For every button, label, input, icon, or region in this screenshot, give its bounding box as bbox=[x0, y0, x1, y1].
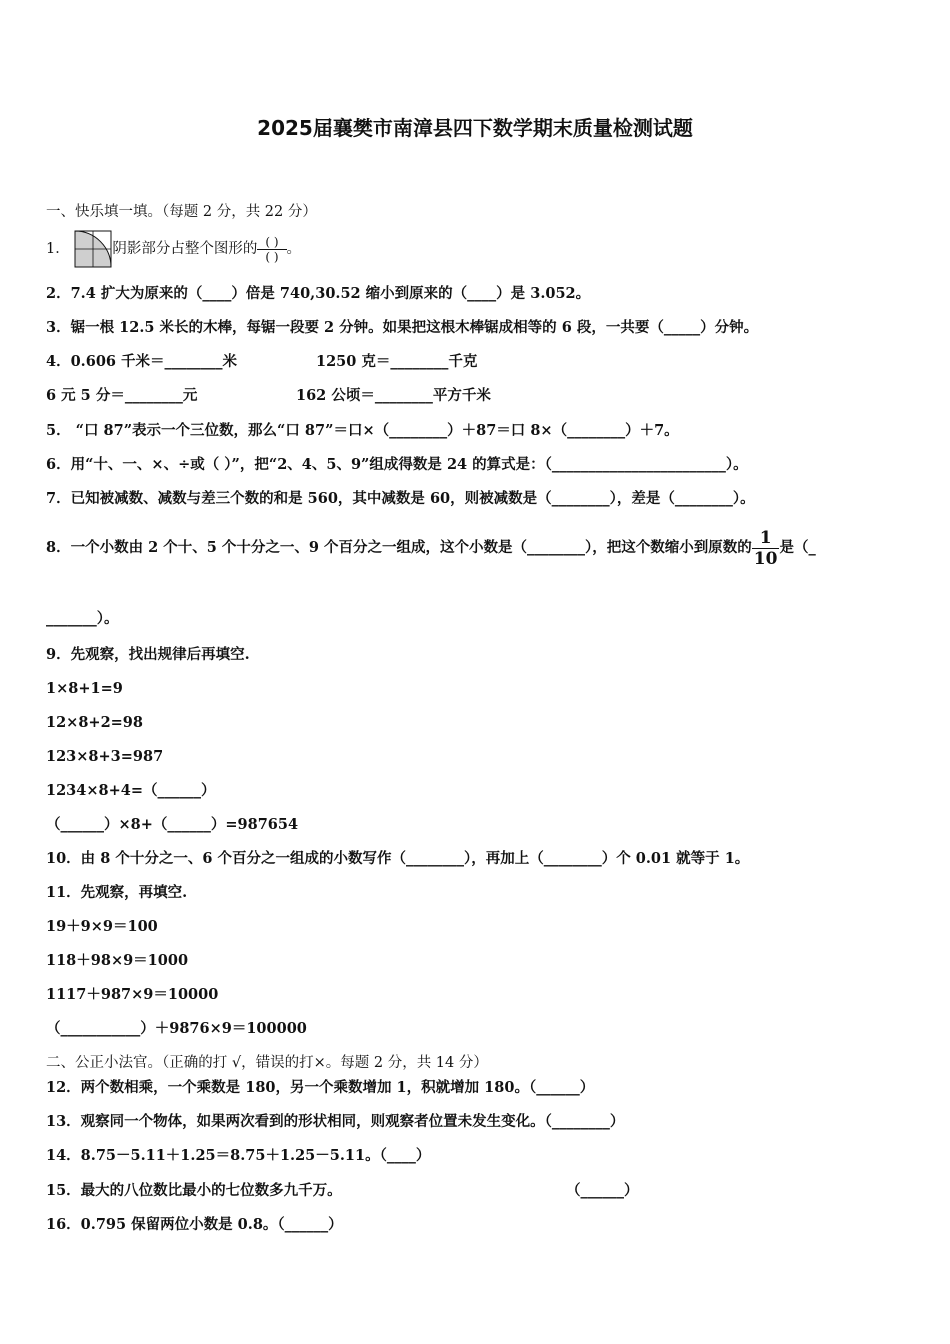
question-9-line-3: 123×8+3=987 bbox=[46, 748, 164, 765]
quarter-circle-shaded-square-figure bbox=[74, 230, 112, 268]
question-4-part-d: 162 公顷＝________平方千米 bbox=[296, 387, 491, 404]
question-5: 5． “口 87”表示一个三位数，那么“口 87”＝口×（________）＋87＝口 8×（________）＋7。 bbox=[46, 422, 679, 439]
question-8-end: 是（_ bbox=[779, 539, 816, 556]
question-11-line-4: （___________）＋9876×9＝100000 bbox=[46, 1020, 307, 1037]
question-11-line-1: 19＋9×9＝100 bbox=[46, 918, 158, 935]
question-13: 13．观察同一个物体，如果两次看到的形状相同，则观察者位置未发生变化。（________） bbox=[46, 1113, 625, 1130]
question-9-line-2: 12×8+2=98 bbox=[46, 714, 143, 731]
question-11: 11．先观察，再填空. bbox=[46, 884, 188, 901]
question-8-fraction bbox=[752, 528, 780, 569]
question-4-part-a: 4．0.606 千米＝________米 bbox=[46, 353, 238, 370]
question-7: 7．已知被减数、减数与差三个数的和是 560，其中减数是 60，则被减数是（________），差是（________）。 bbox=[46, 490, 755, 507]
question-3: 3．锯一根 12.5 米长的木棒，每锯一段要 2 分钟。如果把这根木棒锯成相等的 6 段，一共要（_____）分钟。 bbox=[46, 319, 759, 336]
question-9-line-5: （______）×8+（______）=987654 bbox=[46, 816, 299, 833]
question-1-end: 。 bbox=[286, 241, 302, 257]
section-2-heading: 二、公正小法官。（正确的打 √，错误的打×。每题 2 分，共 14 分） bbox=[46, 1055, 488, 1071]
question-1-fraction bbox=[257, 235, 286, 264]
question-9-line-1: 1×8+1=9 bbox=[46, 680, 123, 697]
question-1-number: 1． bbox=[46, 241, 70, 257]
question-9-line-4: 1234×8+4=（______） bbox=[46, 782, 216, 799]
question-8-continued: _______）。 bbox=[46, 610, 119, 627]
question-15-answer-blank: （______） bbox=[566, 1182, 639, 1199]
fraction-denominator: 10 bbox=[753, 548, 778, 569]
question-8 bbox=[46, 526, 816, 570]
question-14: 14．8.75－5.11＋1.25＝8.75＋1.25－5.11。（____） bbox=[46, 1147, 431, 1164]
question-10: 10．由 8 个十分之一、6 个百分之一组成的小数写作（________），再加上（________）个 0.01 就等于 1。 bbox=[46, 850, 750, 867]
question-4-part-c: 6 元 5 分＝________元 bbox=[46, 387, 198, 404]
question-6: 6．用“十、一、×、÷或（ ）”，把“2、4、5、9”组成得数是 24 的算式是：（________________________）。 bbox=[46, 456, 748, 473]
question-1 bbox=[46, 230, 301, 268]
question-9: 9．先观察，找出规律后再填空. bbox=[46, 646, 250, 663]
question-11-line-3: 1117＋987×9＝10000 bbox=[46, 986, 219, 1003]
question-1-text: 阴影部分占整个图形的 bbox=[112, 241, 258, 257]
page-title: 2025届襄樊市南漳县四下数学期末质量检测试题 bbox=[257, 116, 693, 140]
fraction-numerator: 1 bbox=[752, 528, 780, 549]
fraction-denominator-blank: ( ) bbox=[265, 249, 279, 264]
section-1-heading: 一、快乐填一填。（每题 2 分，共 22 分） bbox=[46, 204, 317, 220]
question-16: 16．0.795 保留两位小数是 0.8。（______） bbox=[46, 1216, 343, 1233]
question-2: 2．7.4 扩大为原来的（____）倍是 740,30.52 缩小到原来的（____）是 3.052。 bbox=[46, 285, 591, 302]
question-12: 12．两个数相乘，一个乘数是 180，另一个乘数增加 1，积就增加 180。（______） bbox=[46, 1079, 595, 1096]
question-11-line-2: 118＋98×9＝1000 bbox=[46, 952, 189, 969]
question-8-text: 8．一个小数由 2 个十、5 个十分之一、9 个百分之一组成，这个小数是（________），把这个数缩小到原数的 bbox=[46, 539, 752, 556]
question-15: 15．最大的八位数比最小的七位数多九千万。 bbox=[46, 1182, 342, 1199]
fraction-numerator-blank: ( ) bbox=[257, 235, 286, 250]
question-4-part-b: 1250 克＝________千克 bbox=[316, 353, 478, 370]
